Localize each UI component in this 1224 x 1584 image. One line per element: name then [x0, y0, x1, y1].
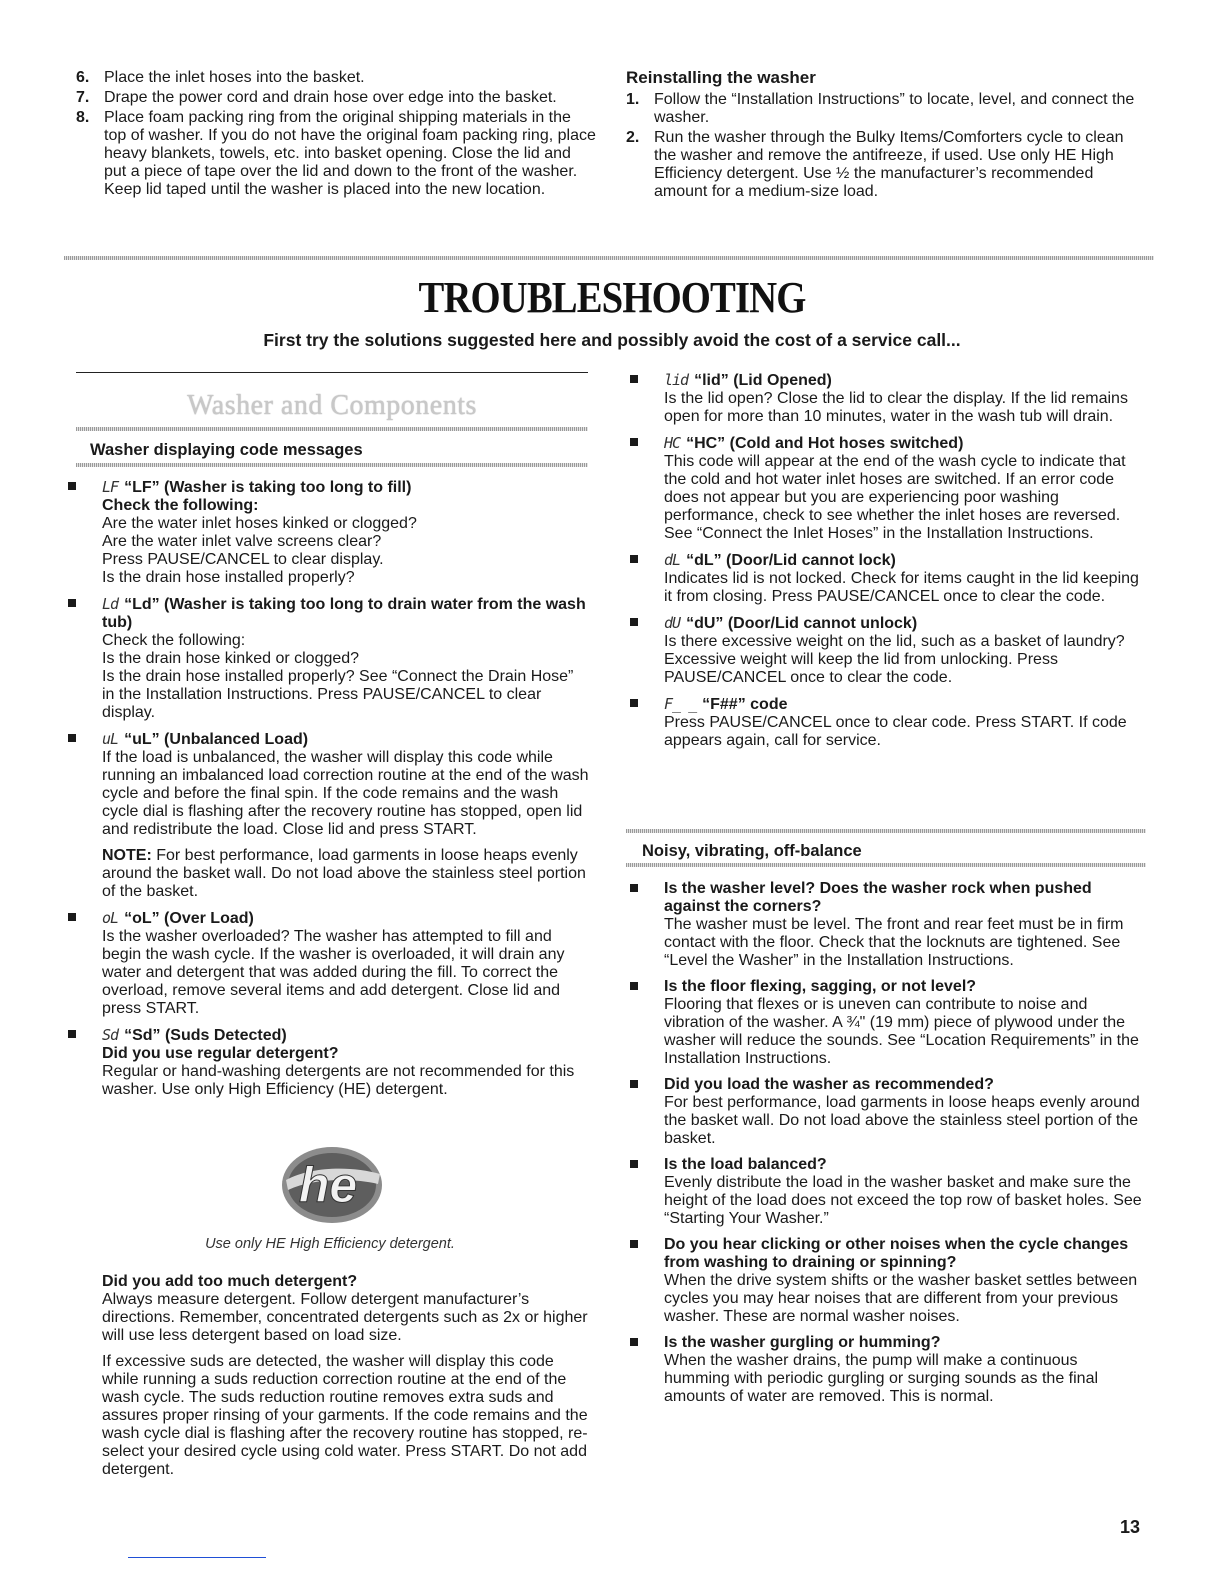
section-top-line [76, 372, 588, 373]
divider-right-2 [626, 863, 1146, 867]
step-7: 7. Drape the power cord and drain hose over edge into the basket. [76, 89, 557, 106]
bullet-icon [630, 884, 638, 892]
reinstall-step-2: 2. Run the washer through the Bulky Items/Comforters cycle to clean the washer and remove the antifreeze, if used. Use only HE High Efficiency detergent. Use ½ the manufacturer’s recommended amount for a medium-size load. [626, 129, 1124, 200]
right-column-noisy [652, 880, 1144, 1414]
code-ld: Ld “Ld” (Washer is taking too long to drain water from the wash tub) Check the following: Is the drain hose kinked or clogged? Is the drain hose installed properly? See “Connect the Drain Hose” in the Installation Instructions. Press PAUSE/CANCEL to clear display. [90, 595, 590, 722]
display-code-icon: lid [664, 371, 689, 389]
he-logo-icon [272, 1140, 392, 1230]
page-number: 13 [1119, 1517, 1140, 1537]
bullet-icon [630, 982, 638, 990]
noisy-item: Is the washer level? Does the washer rock when pushed against the corners? The washer must be level. The front and rear feet must be in firm contact with the floor. Check that the locknuts are tightened. See “Level the Washer” in the Installation Instructions. [652, 880, 1144, 970]
he-caption: Use only HE High Efficiency detergent. [205, 1236, 455, 1252]
bullet-icon [630, 618, 638, 626]
right-column-codes [652, 371, 1144, 758]
display-code-icon: oL [102, 909, 119, 927]
top-left-steps [76, 69, 596, 201]
display-code-icon: uL [102, 730, 119, 748]
too-much-text: Always measure detergent. Follow detergent manufacturer’s directions. Remember, concentrated detergents such as 2x or higher will use less detergent based on load size. [102, 1291, 588, 1344]
reinstall-step-1: 1. Follow the “Installation Instructions” to locate, level, and connect the washer. [626, 91, 1135, 126]
bullet-icon [630, 375, 638, 383]
bullet-icon [68, 1030, 76, 1038]
bullet-icon [68, 734, 76, 742]
bullet-icon [630, 699, 638, 707]
bullet-icon [68, 913, 76, 921]
display-code-icon: Ld [102, 595, 119, 613]
code-du: dU “dU” (Door/Lid cannot unlock) Is there excessive weight on the lid, such as a basket of laundry? Excessive weight will keep the lid from unlocking. Press PAUSE/CANCEL once to clear the code. [652, 614, 1144, 687]
step-6: 6. Place the inlet hoses into the basket. [76, 69, 365, 86]
code-hc: HC “HC” (Cold and Hot hoses switched) This code will appear at the end of the wash cycle to indicate that the cold and hot water inlet hoses are switched. If an error code does not appear but you are experiencing poor washing performance, check to see whether the inlet hoses are reversed. See “Connect the Inlet Hoses” in the Installation Instructions. [652, 434, 1144, 543]
left-column [90, 478, 590, 1107]
display-code-icon: F_ _ [664, 695, 697, 713]
display-code-icon: dL [664, 551, 681, 569]
top-right-reinstall [626, 69, 1146, 203]
bullet-icon [68, 599, 76, 607]
code-ul: uL “uL” (Unbalanced Load) If the load is unbalanced, the washer will display this code while running an imbalanced load correction routine at the end of the wash cycle and before the final spin. If the code remains and the wash cycle dial is flashing after the recovery routine has stopped, open lid and redistribute the load. Close lid and press START. [90, 730, 590, 839]
display-code-icon: dU [664, 614, 681, 632]
bullet-icon [630, 1080, 638, 1088]
divider-left-1 [76, 427, 588, 431]
too-much-heading: Did you add too much detergent? [102, 1273, 358, 1290]
footer-line [128, 1557, 266, 1558]
bullet-icon [630, 555, 638, 563]
bullet-icon [68, 482, 76, 490]
step-8: 8. Place foam packing ring from the original shipping materials in the top of washer. If you do not have the original foam packing ring, place heavy blankets, towels, etc. into basket opening. Close the lid and put a piece of tape over the lid and down to the front of the washer. Keep lid taped until the washer is placed into the new location. [76, 109, 596, 198]
bullet-icon [630, 1240, 638, 1248]
display-code-icon: HC [664, 434, 681, 452]
divider-left-2 [76, 463, 588, 467]
divider-right-1 [626, 829, 1146, 833]
code-f: F_ _ “F##” code Press PAUSE/CANCEL once to clear code. Press START. If code appears again, call for service. [652, 695, 1144, 750]
noisy-item: Is the load balanced? Evenly distribute the load in the washer basket and make sure the height of the load does not exceed the top row of basket holes. See “Starting Your Washer.” [652, 1156, 1144, 1228]
display-code-icon: LF [102, 478, 119, 496]
divider-top [64, 256, 1154, 260]
section-title: Washer and Components [187, 390, 477, 421]
noisy-item: Do you hear clicking or other noises when the cycle changes from washing to draining or spinning? When the drive system shifts or the washer basket settles between cycles you may hear noises that are different from your previous washer. These are normal washer noises. [652, 1236, 1144, 1326]
bullet-icon [630, 438, 638, 446]
page-title: TROUBLESHOOTING [418, 273, 806, 322]
noisy-item: Is the washer gurgling or humming? When the washer drains, the pump will make a continuous humming with periodic gurgling or surging sounds as the final amounts of water are removed. This is normal. [652, 1334, 1144, 1406]
bullet-icon [630, 1160, 638, 1168]
noisy-item: Did you load the washer as recommended? For best performance, load garments in loose heaps evenly around the basket wall. Do not load above the stainless steel portion of the basket. [652, 1076, 1144, 1148]
reinstall-heading: Reinstalling the washer [626, 68, 816, 87]
excess-suds-text: If excessive suds are detected, the washer will display this code while running a suds reduction correction routine at the end of the wash cycle. The suds reduction routine removes extra suds and assures proper rinsing of your garments. If the code remains and the wash cycle dial is flashing after the recovery routine has stopped, re-select your desired cycle using cold water. Press START. Do not add detergent. [102, 1353, 588, 1478]
svg-text:he: he [298, 1157, 358, 1213]
left-bottom [102, 1273, 590, 1479]
noisy-item: Is the floor flexing, sagging, or not level? Flooring that flexes or is uneven can contribute to noise and vibration of the washer. A ¾" (19 mm) piece of plywood under the washer will reduce the sounds. See “Location Requirements” in the Installation Instructions. [652, 978, 1144, 1068]
code-messages-subhead: Washer displaying code messages [90, 441, 363, 459]
bullet-icon [630, 1338, 638, 1346]
page-subtitle: First try the solutions suggested here and possibly avoid the cost of a service call... [263, 330, 961, 350]
code-dl: dL “dL” (Door/Lid cannot lock) Indicates lid is not locked. Check for items caught in the lid keeping it from closing. Press PAUSE/CANCEL once to clear the code. [652, 551, 1144, 606]
code-lf: LF “LF” (Washer is taking too long to fill) Check the following: Are the water inlet hoses kinked or clogged? Are the water inlet valve screens clear? Press PAUSE/CANCEL to clear display. Is the drain hose installed properly? [90, 478, 590, 587]
code-sd: Sd “Sd” (Suds Detected) Did you use regular detergent? Regular or hand-washing detergents are not recommended for this washer. Use only High Efficiency (HE) detergent. [90, 1026, 590, 1099]
note: NOTE: For best performance, load garments in loose heaps evenly around the basket wall. Do not load above the stainless steel portion of the basket. [102, 847, 586, 900]
code-lid: lid “lid” (Lid Opened) Is the lid open? Close the lid to clear the display. If the lid remains open for more than 10 minutes, water in the wash tub will drain. [652, 371, 1144, 426]
display-code-icon: Sd [102, 1026, 119, 1044]
noisy-subhead: Noisy, vibrating, off-balance [642, 842, 862, 860]
code-ol: oL “oL” (Over Load) Is the washer overloaded? The washer has attempted to fill and begin the wash cycle. If the washer is overloaded, it will drain any water and detergent that was added during the fill. To correct the overload, remove several items and add detergent. Close lid and press START. [90, 909, 590, 1018]
he-logo-svg [272, 1140, 392, 1230]
